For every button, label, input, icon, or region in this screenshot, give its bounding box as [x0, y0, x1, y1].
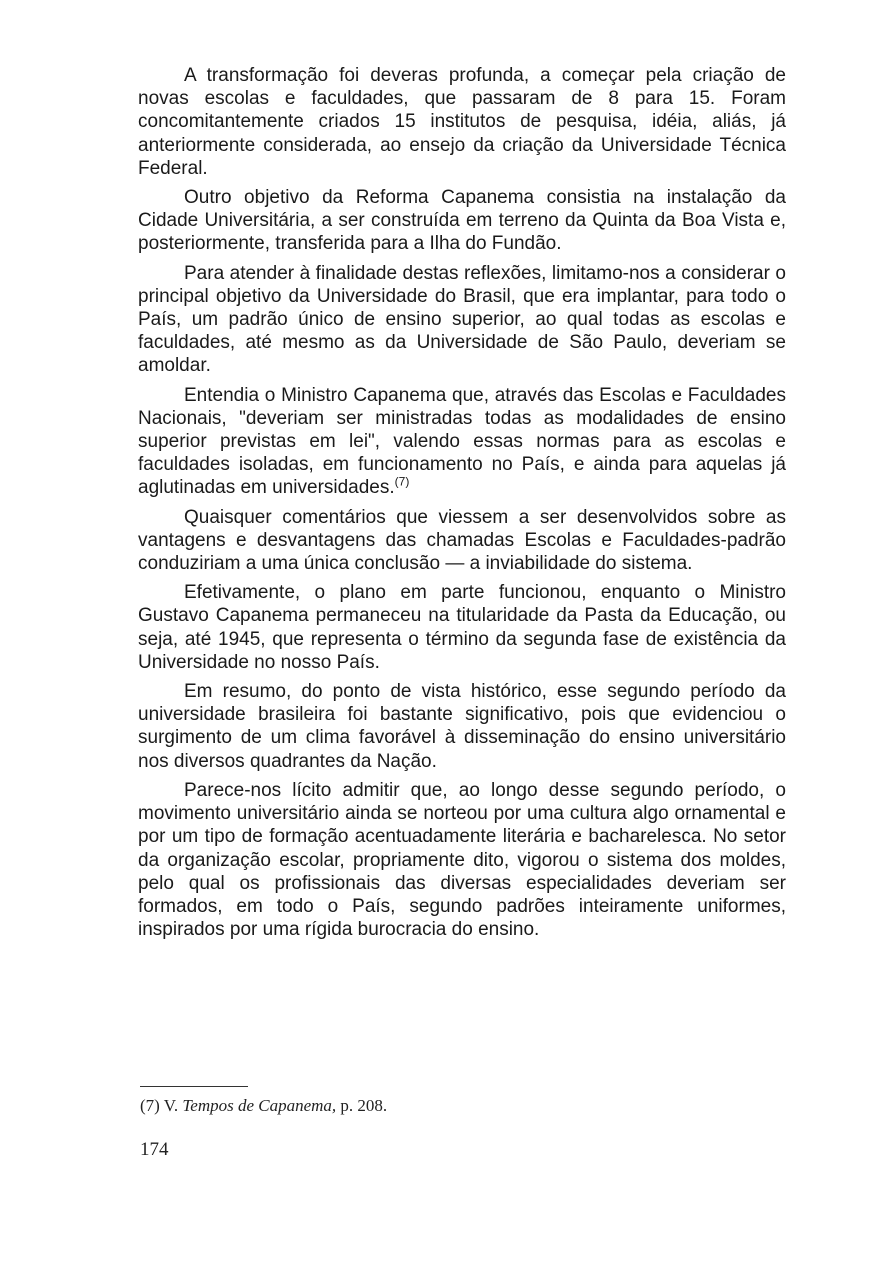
- paragraph-6: Efetivamente, o plano em parte funcionou, enquanto o Ministro Gustavo Capanema permaneceu na titularidade da Pasta da Educação, ou seja, até 1945, que representa o término da segunda fase de existência da Universidade no nosso País.: [138, 582, 786, 673]
- paragraph-4-text: Entendia o Ministro Capanema que, através das Escolas e Faculdades Nacionais, "deveriam ser ministradas todas as modalidades de ensino superior previstas em lei", valendo essas normas para as escolas e faculdades isoladas, em funcionamento no País, e ainda para aquelas já aglutinadas em universidades.: [138, 384, 786, 499]
- paragraph-3: Para atender à finalidade destas reflexões, limitamo-nos a considerar o principal objetivo da Universidade do Brasil, que era implantar, para todo o País, um padrão único de ensino superior, ao qual todas as escolas e faculdades, até mesmo as da Universidade de São Paulo, deveriam se amoldar.: [138, 262, 786, 377]
- footnote-title: Tempos de Capanema,: [182, 1096, 337, 1115]
- footnote-reference: (7): [394, 475, 410, 490]
- paragraph-7: Em resumo, do ponto de vista histórico, esse segundo período da universidade brasileira foi bastante significativo, pois que evidenciou o surgimento de um clima favorável à disseminação do ensino universitário nos diversos quadrantes da Nação.: [138, 681, 786, 772]
- paragraph-1: A transformação foi deveras profunda, a começar pela criação de novas escolas e faculdades, que passaram de 8 para 15. Foram concomitantemente criados 15 institutos de pesquisa, idéia, aliás, já anteriormente considerada, ao ensejo da criação da Universidade Técnica Federal.: [138, 65, 786, 179]
- paragraph-8: Parece-nos lícito admitir que, ao longo desse segundo período, o movimento universitário ainda se norteou por uma cultura algo ornamental e por um tipo de formação acentuadamente literária e bacharelesca. No setor da organização escolar, propriamente dito, vigorou o sistema dos moldes, pelo qual os profissionais das diversas especialidades deveriam ser formados, em todo o País, segundo padrões inteiramente uniformes, inspirados por uma rígida burocracia do ensino.: [138, 779, 786, 941]
- page-body: [138, 64, 786, 947]
- footnote-suffix: p. 208.: [340, 1096, 388, 1115]
- paragraph-4: [138, 384, 786, 500]
- footnote: [140, 1096, 387, 1116]
- paragraph-2: Outro objetivo da Reforma Capanema consistia na instalação da Cidade Universitária, a ser construída em terreno da Quinta da Boa Vista e, posteriormente, transferida para a Ilha do Fundão.: [138, 187, 786, 255]
- paragraph-5: Quaisquer comentários que viessem a ser desenvolvidos sobre as vantagens e desvantagens das chamadas Escolas e Faculdades-padrão conduziriam a uma única conclusão — a inviabilidade do sistema.: [138, 506, 786, 575]
- page-number: 174: [140, 1139, 169, 1160]
- footnote-marker: (7): [140, 1096, 160, 1115]
- footnote-divider: [140, 1086, 248, 1087]
- footnote-prefix: V.: [163, 1096, 179, 1115]
